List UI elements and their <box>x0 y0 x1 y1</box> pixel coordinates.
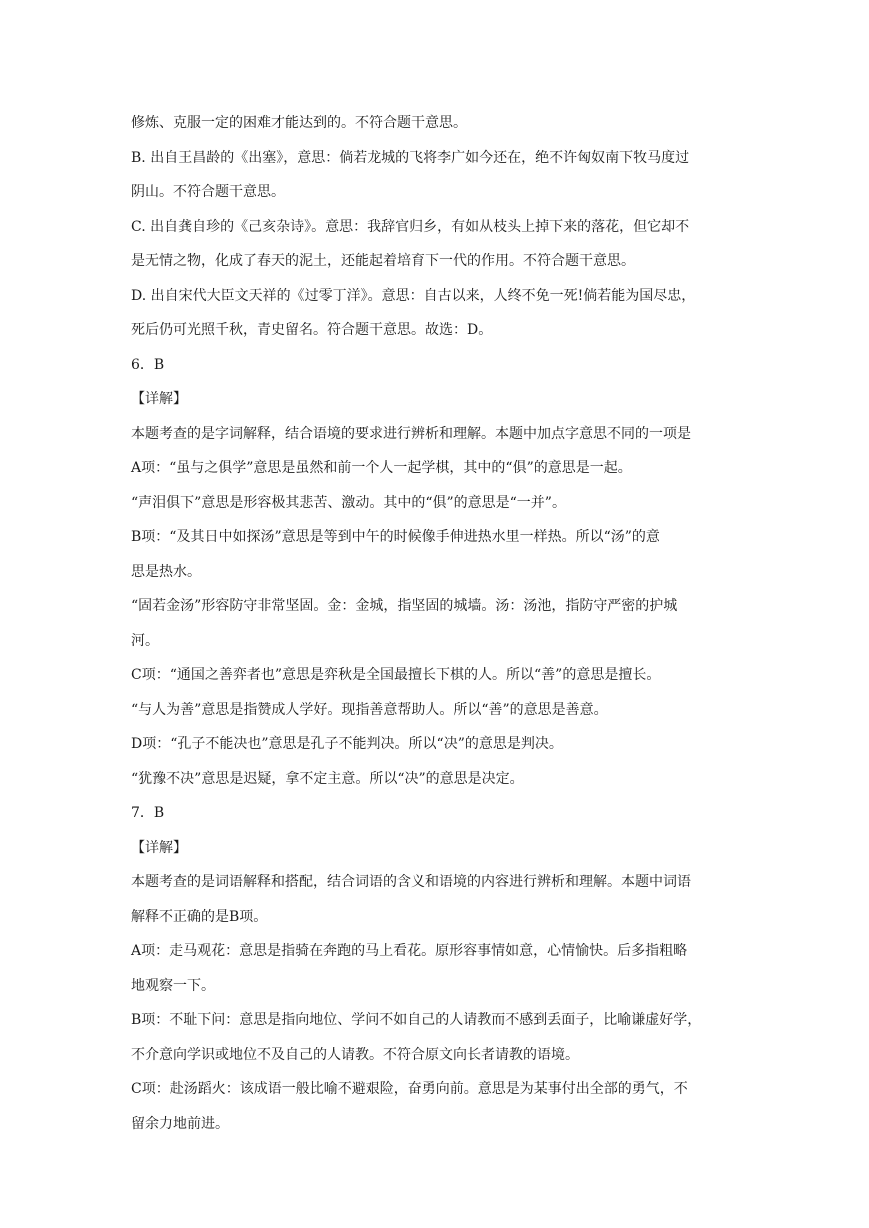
text-line: A项：“虽与之俱学”意思是虽然和前一个人一起学棋，其中的“俱”的意思是一起。 <box>131 460 632 476</box>
text-line: 不介意向学识或地位不及自己的人请教。不符合原文向长者请教的语境。 <box>131 1046 579 1063</box>
text-line: “与人为善”意思是指赞成人学好。现指善意帮助人。所以“善”的意思是善意。 <box>131 701 608 718</box>
answer-heading: 6．B <box>131 356 165 373</box>
text-line: C项：“通国之善弈者也”意思是弈秋是全国最擅长下棋的人。所以“善”的意思是擅长。 <box>131 667 661 683</box>
text-line: “犹豫不决”意思是迟疑，拿不定主意。所以“决”的意思是决定。 <box>131 770 524 787</box>
document-body <box>131 106 751 1141</box>
text-line: “固若金汤”形容防守非常坚固。金：金城，指坚固的城墙。汤：汤池，指防守严密的护城 <box>131 598 678 614</box>
text-line: 留余力地前进。 <box>131 1115 229 1132</box>
text-line: D. 出自宋代大臣文天祥的《过零丁洋》。意思：自古以来，人终不免一死!倘若能为国尽忠， <box>131 287 696 304</box>
text-line: B项：不耻下问：意思是指向地位、学问不如自己的人请教而不感到丢面子，比喻谦虚好学， <box>131 1012 702 1028</box>
text-line: D项：“孔子不能决也”意思是孔子不能判决。所以“决”的意思是判决。 <box>131 736 563 752</box>
text-line: 阴山。不符合题干意思。 <box>131 184 285 200</box>
text-line: 河。 <box>131 632 159 649</box>
text-line: 本题考查的是词语解释和搭配，结合词语的含义和语境的内容进行辨析和理解。本题中词语 <box>131 874 691 890</box>
text-line: 思是热水。 <box>131 563 201 580</box>
text-line: 是无情之物，化成了春天的泥土，还能起着培育下一代的作用。不符合题干意思。 <box>131 253 635 269</box>
section-heading: 【详解】 <box>131 391 187 407</box>
text-line: A项：走马观花：意思是指骑在奔跑的马上看花。原形容事情如意，心情愉快。后多指粗略 <box>131 943 688 959</box>
text-line: 死后仍可光照千秋，青史留名。符合题干意思。故选：D。 <box>131 322 493 338</box>
text-line: C. 出自龚自珍的《己亥杂诗》。意思：我辞官归乡，有如从枝头上掉下来的落花，但它却不 <box>131 218 690 235</box>
text-line: C项：赴汤蹈火：该成语一般比喻不避艰险，奋勇向前。意思是为某事付出全部的勇气，不 <box>131 1081 688 1097</box>
text-line: “声泪俱下”意思是形容极其悲苦、激动。其中的“俱”的意思是“一并”。 <box>131 494 566 511</box>
section-heading: 【详解】 <box>131 839 187 856</box>
text-line: B项：“及其日中如探汤”意思是等到中午的时候像手伸进热水里一样热。所以“汤”的意 <box>131 529 660 545</box>
text-line: 地观察一下。 <box>131 977 215 994</box>
answer-heading: 7．B <box>131 805 165 821</box>
text-line: 解释不正确的是B项。 <box>131 908 268 925</box>
text-line: 本题考查的是字词解释，结合语境的要求进行辨析和理解。本题中加点字意思不同的一项是 <box>131 425 691 442</box>
text-line: B. 出自王昌龄的《出塞》，意思：倘若龙城的飞将李广如今还在，绝不许匈奴南下牧马度过 <box>131 149 690 166</box>
text-line: 修炼、克服一定的困难才能达到的。不符合题干意思。 <box>131 115 467 131</box>
